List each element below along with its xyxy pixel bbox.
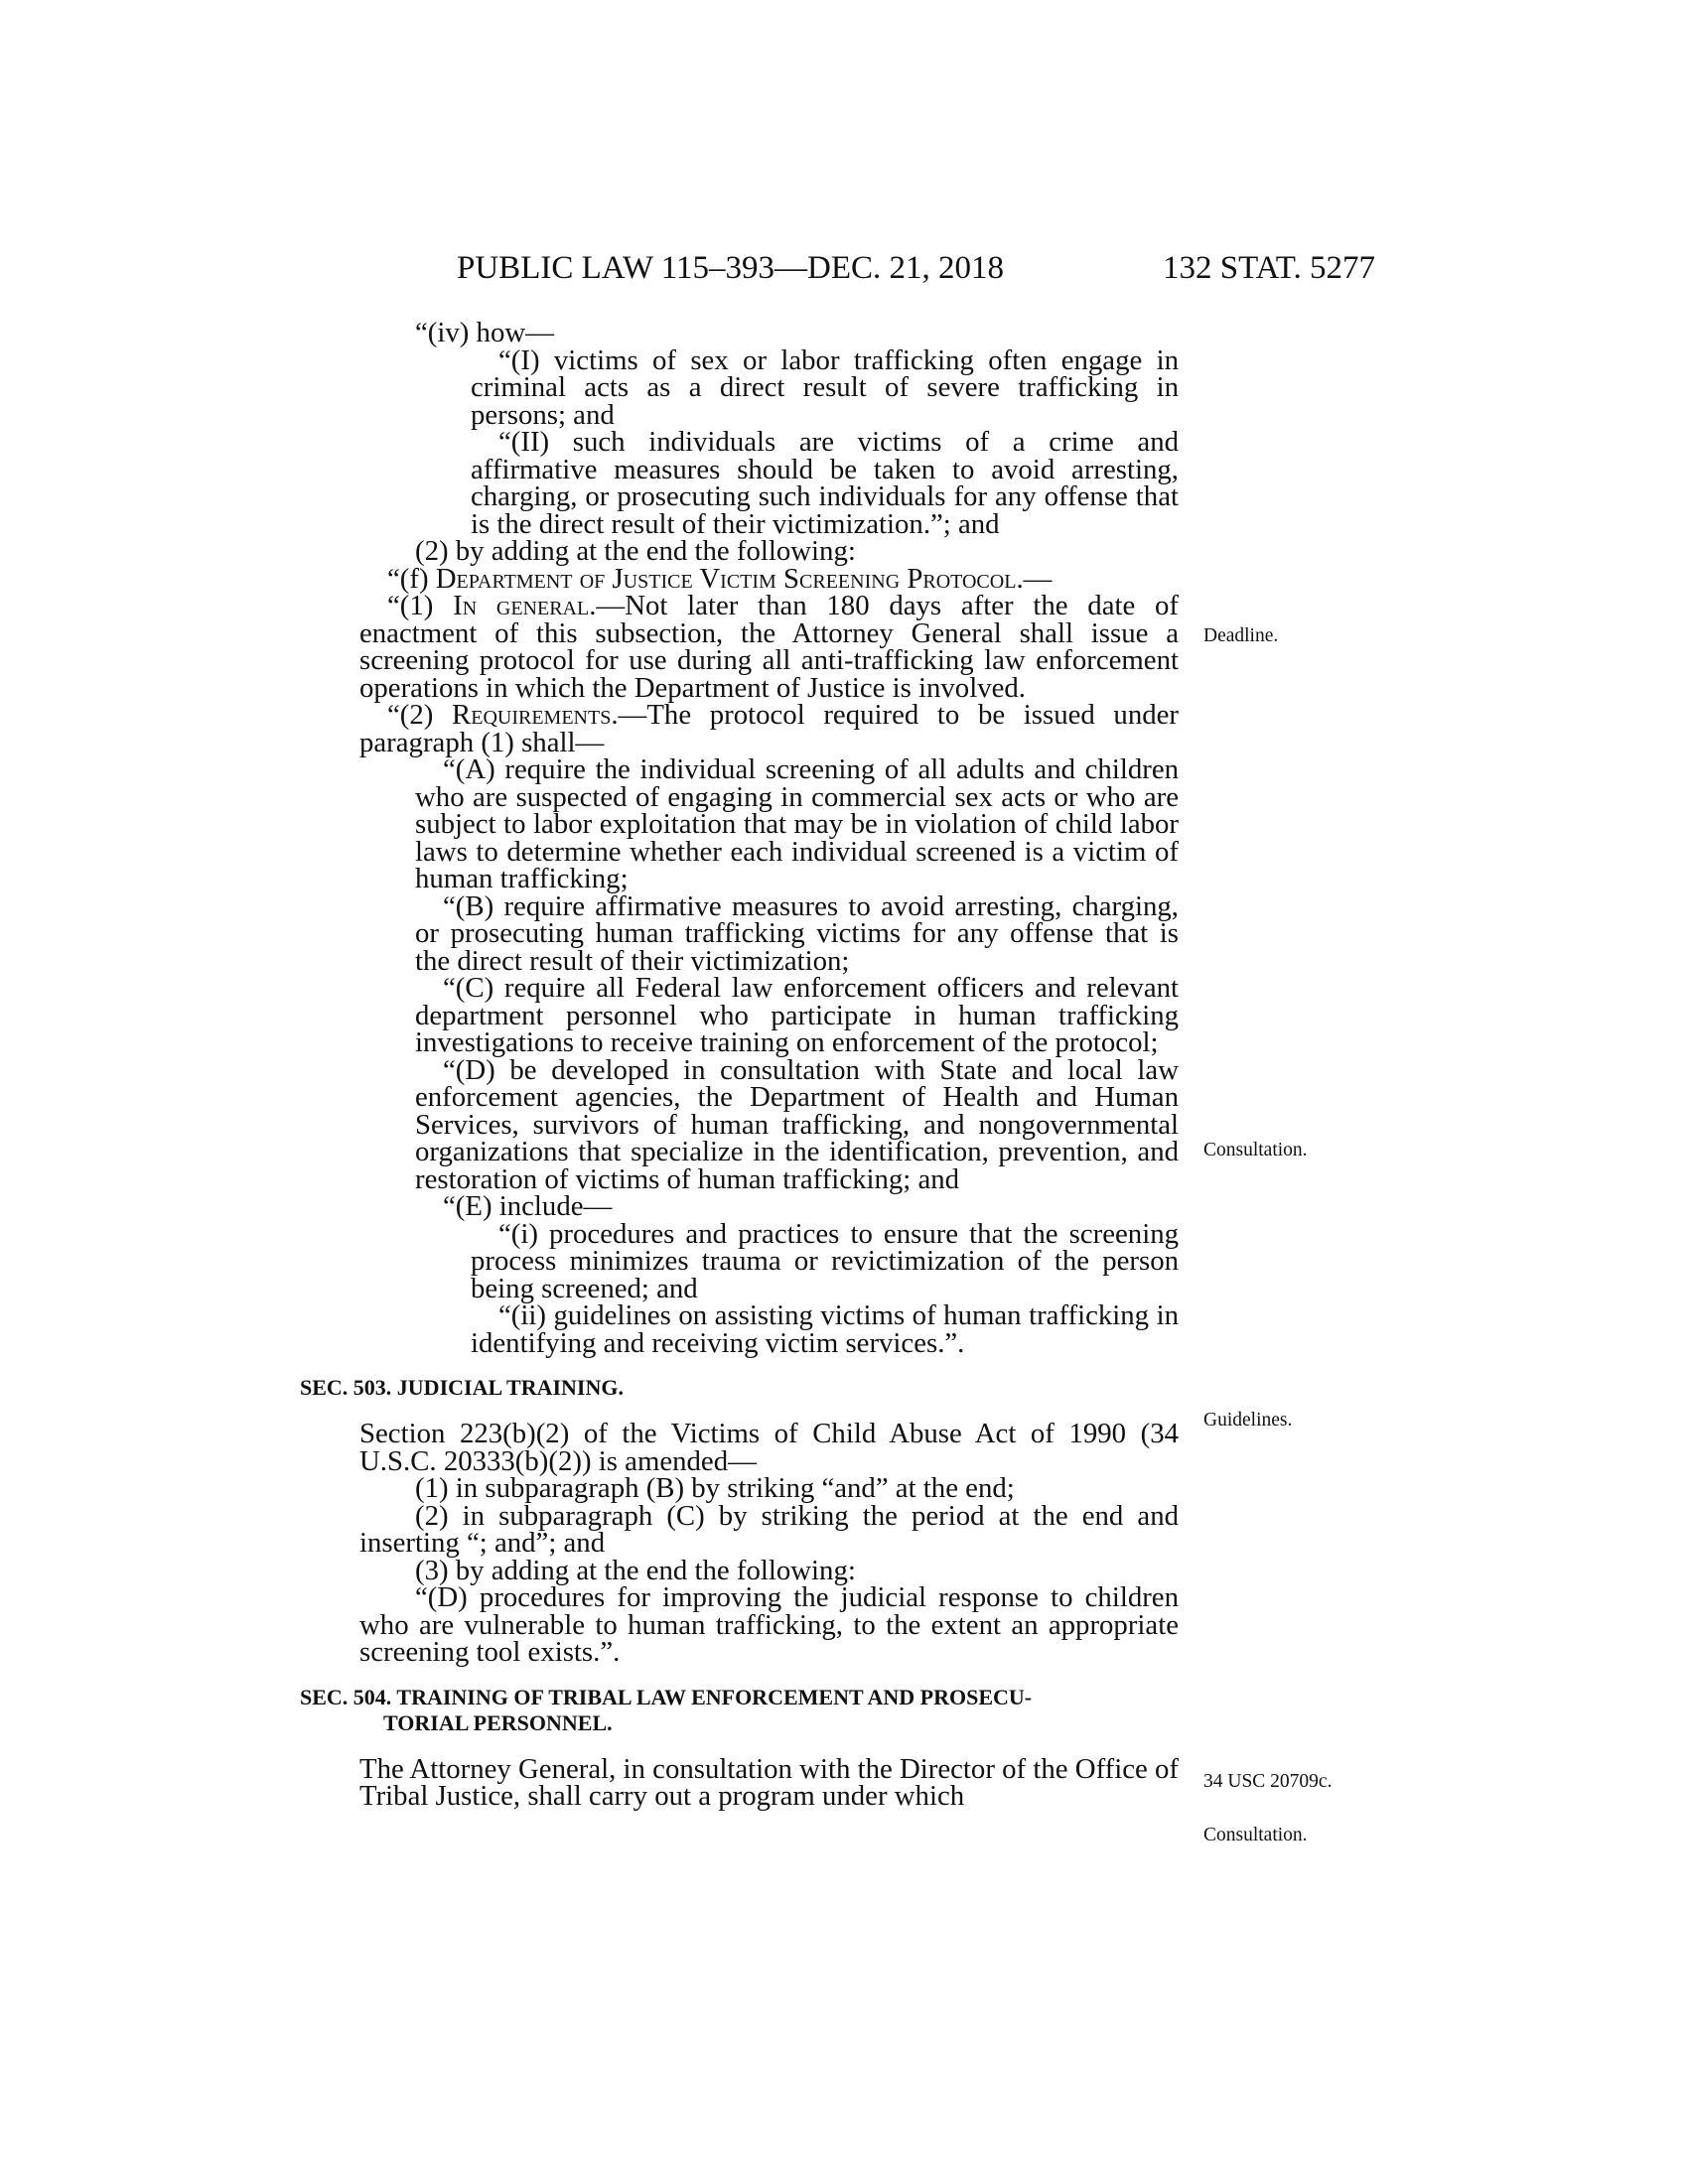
sec-503-item-D: “(D) procedures for improving the judicial response to children who are vulnerable to human trafficking, to the extent an appropriate screening tool exists.”. bbox=[359, 1581, 1179, 1668]
document-body bbox=[300, 317, 1179, 1812]
header-law-citation: PUBLIC LAW 115–393—DEC. 21, 2018 bbox=[457, 250, 1005, 286]
subclause-II: “(II) such individuals are victims of a crime and affirmative measures should be taken to avoid arresting, charging, or prosecuting such individuals for any offense that is the direct result of their victimization.”; and bbox=[471, 426, 1179, 540]
paragraph-1-text: .—Not later than 180 days after the date of enactment of this subsection, the Attorney General shall issue a screening protocol for use during all anti-trafficking law enforcement operations in which the Department of Justice is involved. bbox=[359, 590, 1179, 704]
paragraph-2-requirements bbox=[359, 699, 1179, 758]
sec-504-heading-line2: TORIAL PERSONNEL. bbox=[383, 1709, 613, 1735]
sec-503-intro: Section 223(b)(2) of the Victims of Child Abuse Act of 1990 (34 U.S.C. 20333(b)(2)) is amended— bbox=[359, 1418, 1179, 1477]
sec-504-heading-line1: SEC. 504. TRAINING OF TRIBAL LAW ENFORCEMENT AND PROSECU- bbox=[300, 1684, 1033, 1709]
sec-504-text: The Attorney General, in consultation with the Director of the Office of Tribal Justice, shall carry out a program under which bbox=[359, 1752, 1179, 1812]
paragraph-1-in-general bbox=[359, 590, 1179, 704]
running-header bbox=[457, 250, 1375, 290]
margin-note-consultation: Consultation. bbox=[1203, 1140, 1308, 1160]
subsection-f-heading bbox=[359, 562, 1179, 595]
header-stat-page: 132 STAT. 5277 bbox=[1162, 250, 1375, 286]
sec-503-item-1: (1) in subparagraph (B) by striking “and” at the end; bbox=[415, 1472, 1015, 1504]
sec-503-item-2: (2) in subparagraph (C) by striking the period at the end and inserting “; and”; and bbox=[359, 1499, 1179, 1559]
subsection-f-dash: .— bbox=[1016, 562, 1053, 595]
paragraph-2-prefix: “(2) bbox=[387, 699, 453, 731]
paragraph-2-title: Requirements bbox=[452, 699, 612, 731]
subparagraph-E: “(E) include— bbox=[443, 1190, 613, 1222]
subparagraph-B: “(B) require affirmative measures to avoid arresting, charging, or prosecuting human trafficking victims for any offense that is the direct result of their victimization; bbox=[415, 889, 1179, 977]
subparagraph-A: “(A) require the individual screening of all adults and children who are suspected of engaging in commercial sex acts or who are subject to labor exploitation that may be in violation of child labor laws to determine whether each individual screened is a victim of human trafficking; bbox=[415, 753, 1179, 894]
margin-note-guidelines: Guidelines. bbox=[1203, 1410, 1293, 1431]
margin-note-deadline: Deadline. bbox=[1203, 625, 1279, 646]
subparagraph-D: “(D) be developed in consultation with State and local law enforcement agencies, the Department of Health and Human Services, survivors of human trafficking, and nongovernmental organizations that specialize in the identification, prevention, and restoration of victims of human trafficking; and bbox=[415, 1053, 1179, 1195]
subsection-f-title: Department of Justice Victim Screening Protocol bbox=[435, 562, 1017, 595]
paragraph-1-prefix: “(1) bbox=[387, 590, 454, 621]
clause-E-ii: “(ii) guidelines on assisting victims of human trafficking in identifying and receiving victim services.”. bbox=[471, 1299, 1179, 1359]
paragraph-1-title: In general bbox=[453, 590, 590, 621]
margin-note-usc-citation: 34 USC 20709c. bbox=[1203, 1771, 1333, 1792]
sec-503-item-3: (3) by adding at the end the following: bbox=[415, 1554, 856, 1586]
sec-503-heading: SEC. 503. JUDICIAL TRAINING. bbox=[300, 1375, 624, 1400]
subparagraph-C: “(C) require all Federal law enforcement officers and relevant department personnel who participate in human trafficking investigations to receive training on enforcement of the protocol; bbox=[415, 972, 1179, 1058]
clause-iv: “(iv) how— bbox=[415, 317, 554, 348]
subclause-I: “(I) victims of sex or labor trafficking often engage in criminal acts as a direct result of severe trafficking in persons; and bbox=[471, 343, 1179, 431]
clause-E-i: “(i) procedures and practices to ensure that the screening process minimizes trauma or revictimization of the person being screened; and bbox=[471, 1217, 1179, 1304]
margin-note-consultation-2: Consultation. bbox=[1203, 1825, 1308, 1845]
paragraph-2-text: .—The protocol required to be issued under paragraph (1) shall— bbox=[359, 699, 1179, 758]
amendment-item-2: (2) by adding at the end the following: bbox=[415, 535, 856, 567]
sec-504-heading bbox=[300, 1685, 1179, 1736]
subsection-f-prefix: “(f) bbox=[387, 562, 436, 595]
